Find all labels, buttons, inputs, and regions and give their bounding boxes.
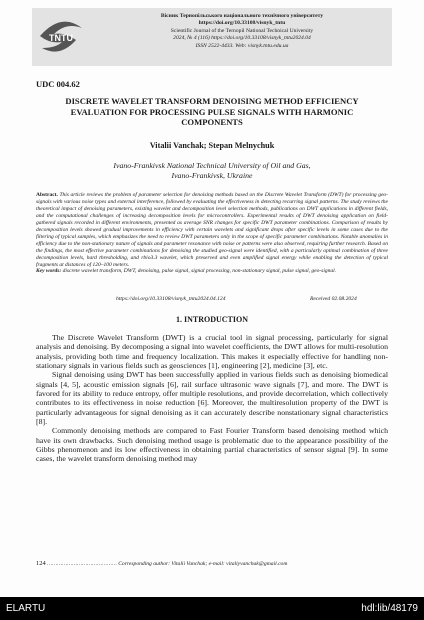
affiliation-line-1: Ivano-Frankivsk National Technical University of Oil and Gas,	[113, 161, 311, 170]
page-number: 124	[36, 560, 46, 567]
journal-name-en: Scientific Journal of the Ternopil National Technical University	[170, 27, 314, 34]
article-doi-link[interactable]: https://doi.org/10.33108/visnyk_tntu2024.04.124	[116, 296, 226, 302]
keywords-text: discrete wavelet transform, DWT, denoising, pulse signal, signal processing, non-stationary signal, pulse signal, geo-signal.	[62, 268, 337, 274]
journal-name-ua: Вісник Тернопільського національного технічного університету	[160, 13, 324, 19]
paper-title: DISCRETE WAVELET TRANSFORM DENOISING METHOD EFFICIENCY EVALUATION FOR PROCESSING PULSE SIGNALS WITH HARMONIC COMPONENTS	[65, 96, 359, 127]
abstract-text: This article reviews the problem of parameter selection for denoising methods based on the Discrete Wavelet Transform (DWT) for processing geo-signals with various noise types and external interference, followed by evaluating the effectiveness in detecting recurring signal patterns. The study reviews the theoretical impact of denoising parameters, existing wavelet and decomposition level selection methods, publications on DWT applications in different fields, and the computational challenges of increasing decomposition levels for microcontrollers. Experimental results of DWT denoising application on field-gathered signals recorded in different environments, presented as average SNR changes for specific DWT parameter combinations. Comparison of results by decomposition levels showed gradual improvements in efficiency with certain wavelets and significant drops after specific levels in some cases due to the filtering of typical samples, which emphasizes the need to review DWT parameters only in the scope of specific parameter combinations. Notable anomalies in efficiency due to the non-stationary nature of signals and parameter resonance with noise or patterns were also observed, requiring further research. Based on the findings, the most effective parameter combinations for denoising the studied geo-signal were identified, with a particularly optimal combination of three decomposition levels, hard thresholding, and rbio3.3 wavelet, which preserved and even amplified signal energy while enabling the detection of typical fragments at distances of 120–100 meters.	[36, 192, 388, 269]
paragraph: Commonly denoising methods are compared to Fast Fourier Transform based denoising method which have its own drawbacks. Such denoising method usage is problematic due to the appearance possibility of the Gibbs phenomenon and its low effectiveness in obtaining partial characteristics of sensor signal [9]. In some cases, the wavelet transform denoising method may	[36, 426, 388, 464]
received-date: Received 02.08.2024	[310, 296, 357, 302]
affiliation	[0, 161, 424, 181]
paragraph: Signal denoising using DWT has been successfully applied in various fields such as denoising biomedical signals [4, 5], acoustic emission signals [6], rail surface ultrasonic wave signals [7], and more. The DWT is favored for its ability to reduce entropy, offer multiple resolutions, and provide decorrelation, which collectively contributes to its effectiveness in noise reduction [6]. Moreover, the multiresolution property of the DWT is particularly advantageous for signal denoising as it can accurately describe nonstationary signal characteristics [8].	[36, 370, 388, 427]
keywords-label: Key words:	[36, 268, 62, 274]
abstract-label: Abstract.	[36, 192, 58, 198]
corresponding-author: Corresponding author: Vitalii Vanchak; e-mail: vitaliyvanchak@gmail.com	[118, 561, 288, 567]
paragraph: The Discrete Wavelet Transform (DWT) is a crucial tool in signal processing, particularly for signal analysis and denoising. By decomposing a signal into wavelet coefficients, the DWT allows for multi-resolution analysis, providing both time and frequency localization. This makes it especially effective for handling non-stationary signals in various fields such as geosciences [1], engineering [2], medicine [3], etc.	[36, 333, 388, 371]
affiliation-line-2: Ivano-Frankivsk, Ukraine	[171, 171, 253, 180]
repository-bar	[0, 597, 424, 620]
page-footer: 124 …………………………………… Corresponding author: Vitalii Vanchak; e-mail: vitaliyvanchak@gmail.com	[36, 560, 288, 567]
keywords	[36, 268, 388, 275]
journal-logo-icon	[36, 14, 86, 58]
journal-doi: https://doi.org/10.33108/visnyk_tntu	[198, 20, 286, 27]
paper-authors: Vitalii Vanchak; Stepan Melnychuk	[149, 141, 275, 150]
abstract	[36, 192, 388, 270]
journal-header	[32, 8, 392, 66]
section-heading: 1. INTRODUCTION	[175, 315, 248, 324]
body-text	[36, 333, 388, 464]
handle-id[interactable]: hdl:lib/48179	[361, 603, 418, 614]
svg-text:TNTU: TNTU	[49, 33, 73, 43]
issn-info: ISSN 2522-4433. Web: visnyk.tntu.edu.ua	[195, 42, 289, 49]
issue-info: 2024, № 4 (116) https://doi.org/10.33108/visnyk_tntu2024.04	[173, 35, 311, 42]
udc-code: UDC 004.62	[36, 79, 80, 89]
repository-name[interactable]: ELARTU	[6, 603, 46, 614]
